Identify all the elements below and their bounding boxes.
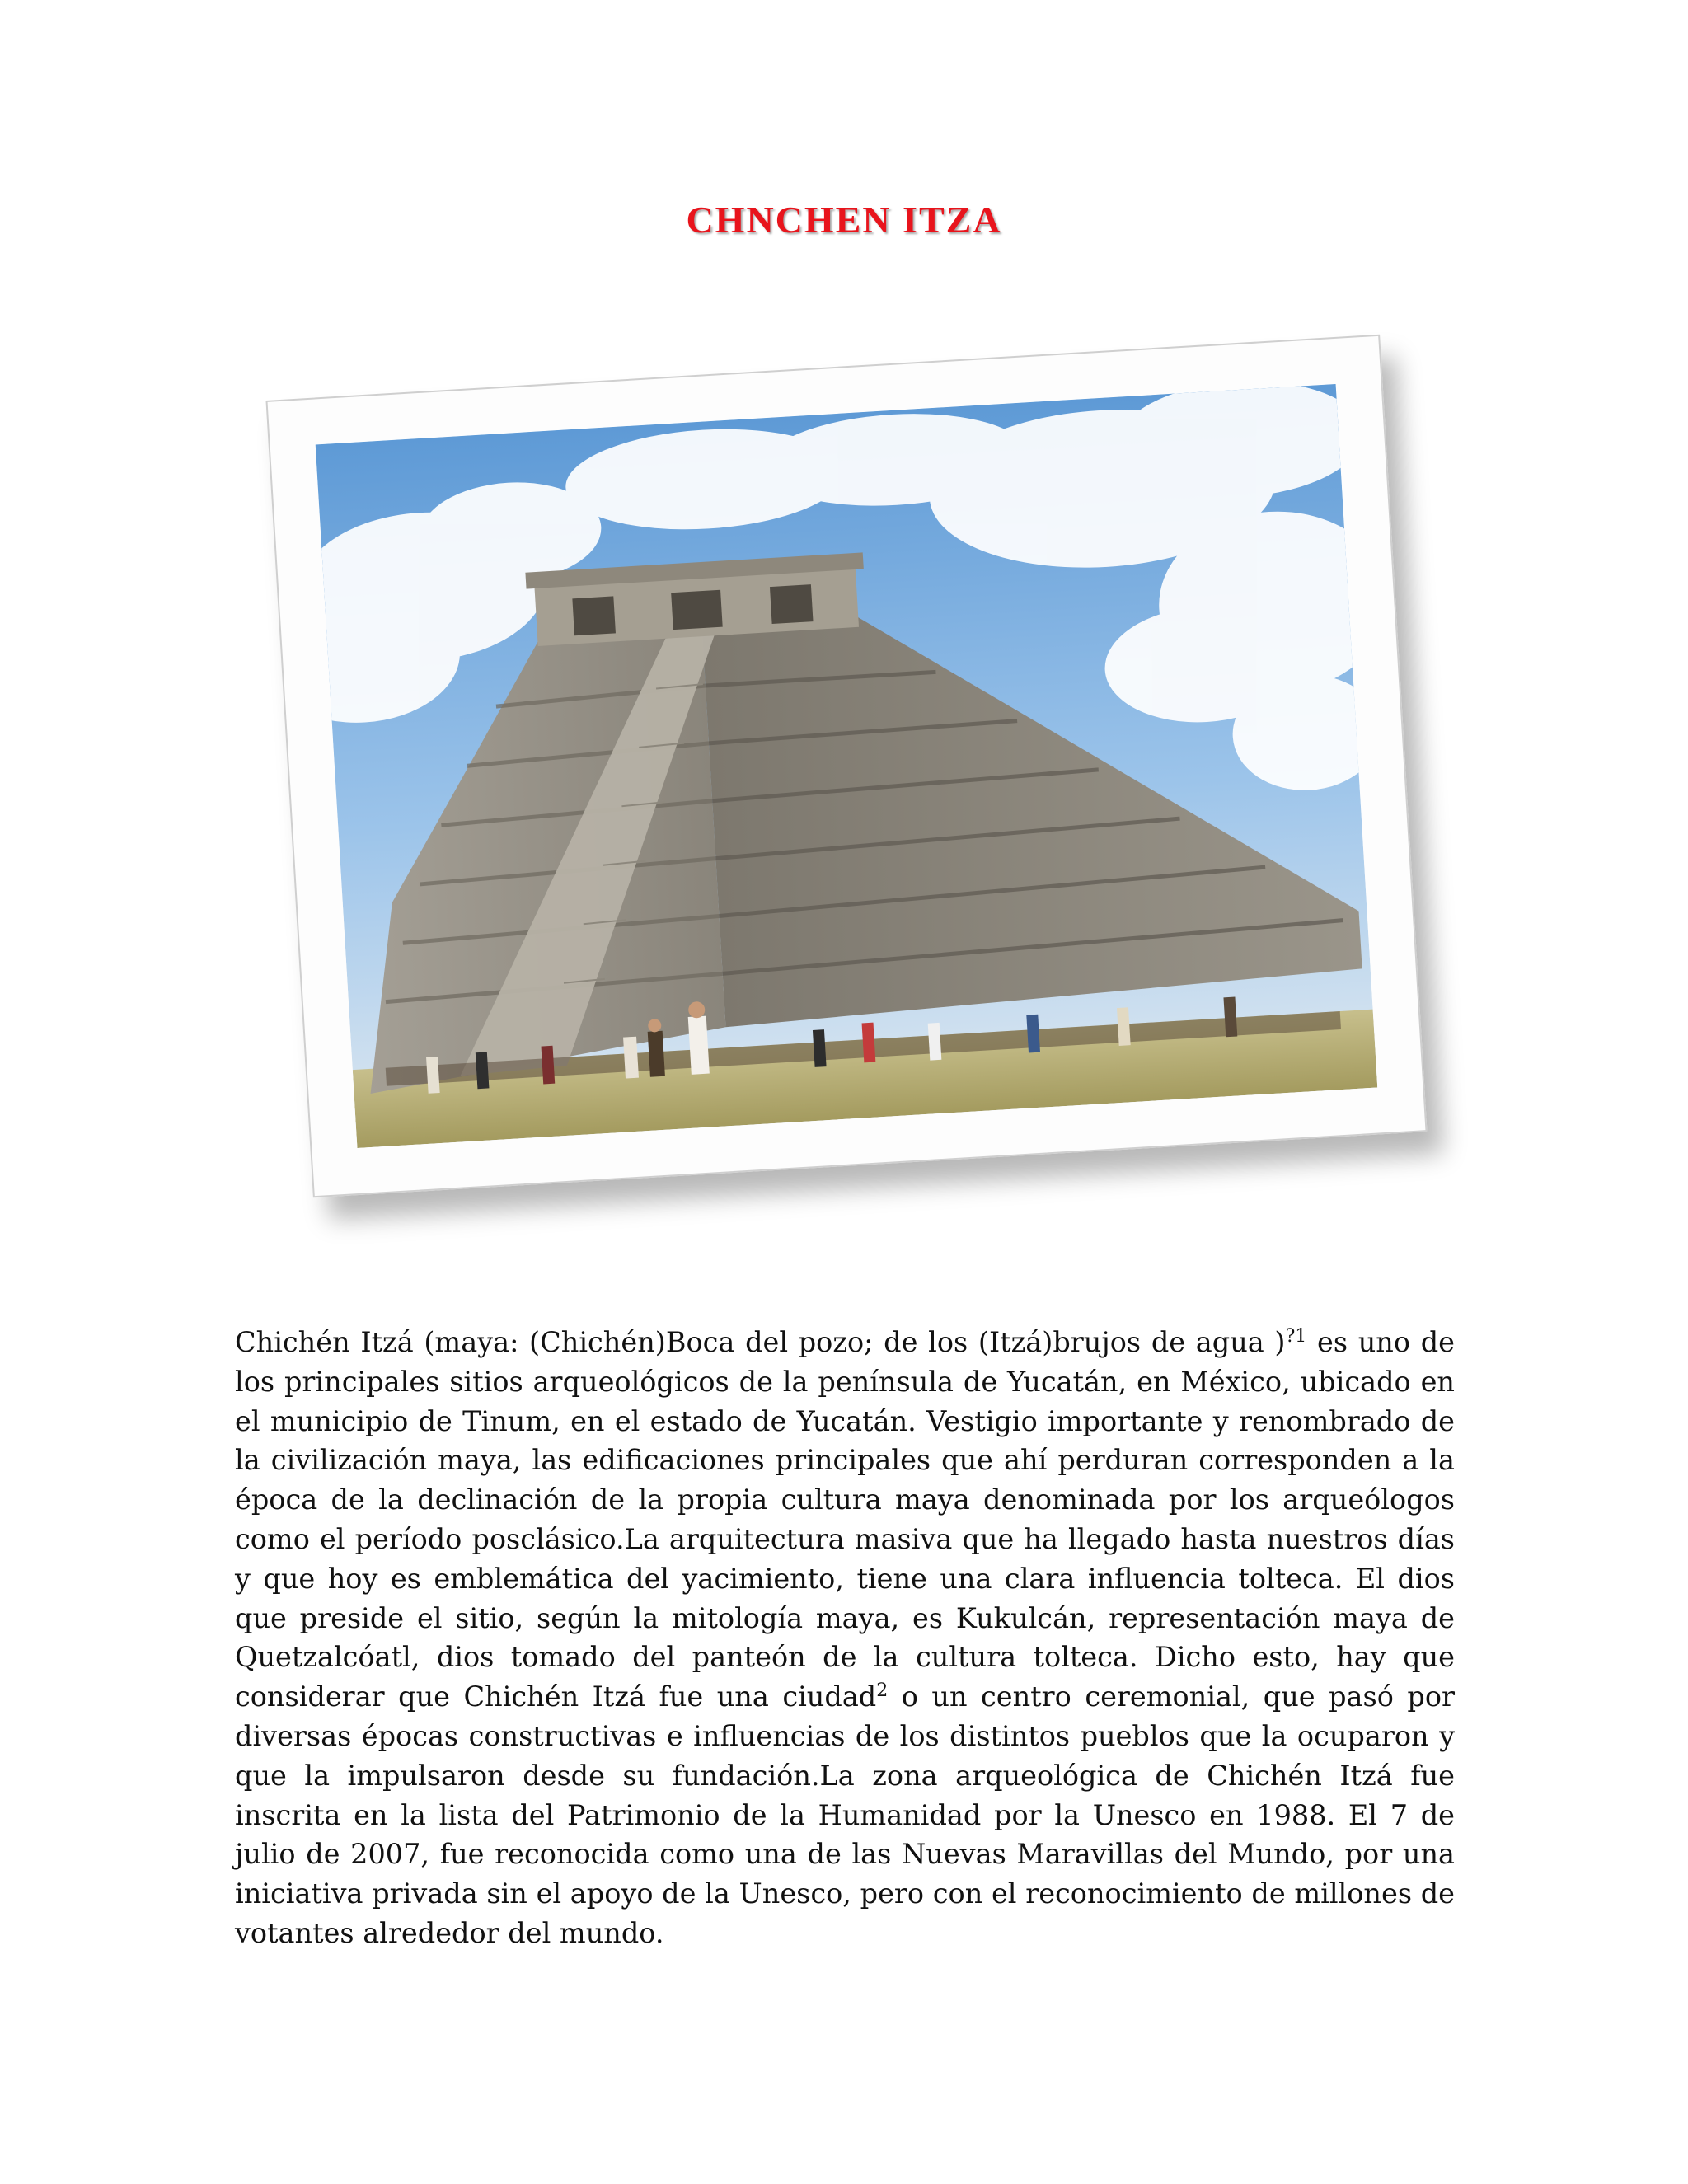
paragraph-part-2: es uno de los principales sitios arqueológicos de la península de Yucatán, en México, ubicado en el municipio de Tinum, en el estado de Yucatán. Vestigio importante y renombrado de la civilización maya, las edificaciones principales que ahí perduran corresponden a la época de la declinación de la propia cultura maya denominada por los arqueólogos como el período posclásico.La arquitectura masiva que ha llegado hasta nuestros días y que hoy es emblemática del yacimiento, tiene una clara influencia tolteca. El dios que preside el sitio, según la mitología maya, es Kukulcán, representación maya de Quetzalcóatl, dios tomado del panteón de la cultura tolteca. Dicho esto, hay que considerar que Chichén Itzá fue una ciudad — [235, 1326, 1455, 1713]
paragraph-part-3: o un centro ceremonial, que pasó por diversas épocas constructivas e influencias de los distintos pueblos que la ocuparon y que la impulsaron desde su fundación.La zona arqueológica de Chichén Itzá fue inscrita en la lista del Patrimonio de la Humanidad por la Unesco en 1988. El 7 de julio de 2007, fue reconocida como una de las Nuevas Maravillas del Mundo, por una iniciativa privada sin el apoyo de la Unesco, pero con el reconocimiento de millones de votantes alrededor del mundo. — [235, 1680, 1456, 1949]
page-title: CHNCHEN ITZA — [686, 199, 1002, 241]
body-paragraph — [235, 1323, 1455, 1953]
paragraph-part-1: Chichén Itzá (maya: (Chichén)Boca del pozo; de los (Itzá)brujos de agua ) — [235, 1326, 1286, 1358]
pyramid-photo — [316, 384, 1378, 1148]
footnote-ref-1[interactable]: ?1 — [1285, 1325, 1307, 1347]
photo-frame — [265, 335, 1427, 1198]
footnote-ref-2[interactable]: 2 — [876, 1680, 889, 1702]
pyramid-illustration — [316, 384, 1378, 1148]
